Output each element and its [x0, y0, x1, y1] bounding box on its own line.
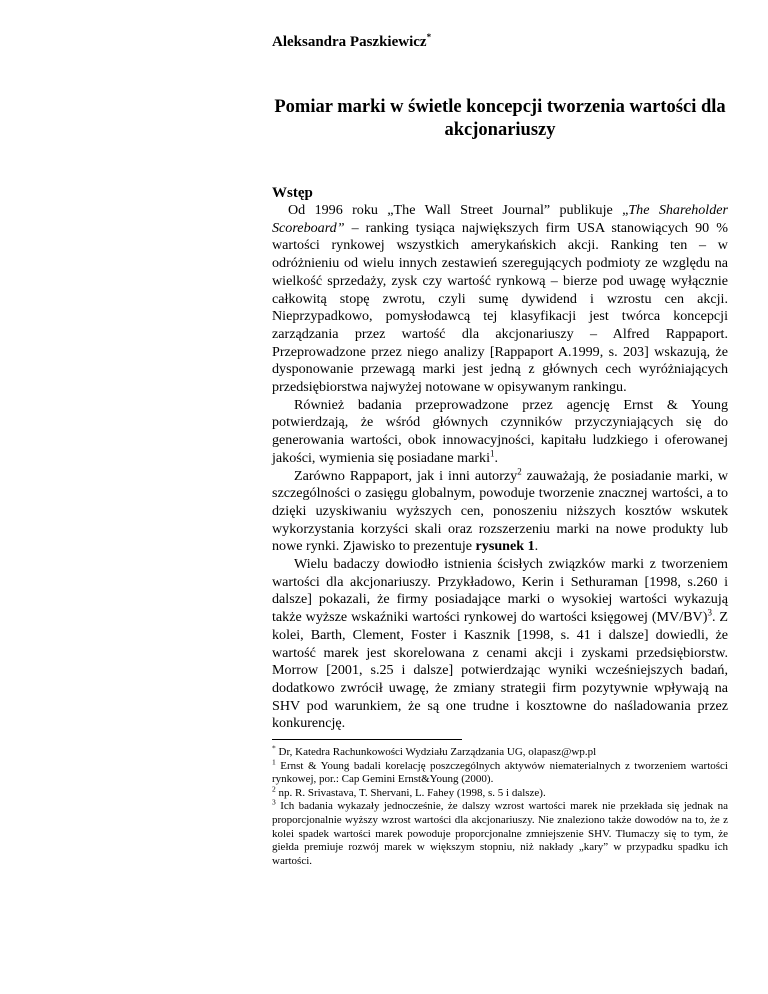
paragraph-3-text-b: zauważają, że posiadanie marki, w szczególności o zasięgu globalnym, powoduje tworzenie znacznej wartości, a to dzięki uzyskiwaniu wyższych cen, ponoszeniu niższych kosztów wskutek wykorzystania korzyści skali oraz rozszerzeniu marki na nowe produkty lub nowe rynki. Zjawisko to prezentuje — [272, 467, 728, 555]
body-text — [272, 202, 728, 733]
footnote-mark: 1 — [272, 757, 276, 767]
footnote-2 — [272, 784, 728, 801]
paragraph-1 — [272, 202, 728, 397]
paragraph-3-text-a: Zarówno Rappaport, jak i inni autorzy — [294, 467, 518, 484]
author-line — [272, 32, 728, 52]
footnote-text: np. R. Srivastava, T. Shervani, L. Fahey (1998, s. 5 i dalsze). — [275, 786, 546, 799]
footnote-ref-3: 3 — [707, 607, 712, 618]
paragraph-4-text-a: Wielu badaczy dowiodło istnienia ścisłych związków marki z tworzeniem wartości dla akcjonariuszy. Przykładowo, Kerin i Sethuraman [1998, s.260 i dalsze] pokazali, że firmy posiadające marki o wysokiej wartości wykazują także wyższe wskaźniki wartości rynkowej do wartości księgowej (MV/BV) — [272, 556, 728, 626]
author-name: Aleksandra Paszkiewicz — [272, 34, 427, 50]
document-page — [272, 32, 728, 868]
footnotes — [272, 743, 728, 868]
footnote-ref-2: 2 — [517, 465, 522, 476]
figure-reference: rysunek 1 — [475, 538, 535, 555]
footnote-mark: 3 — [272, 797, 276, 807]
paper-title: Pomiar marki w świetle koncepcji tworzenia wartości dla akcjonariuszy — [274, 97, 726, 140]
paragraph-3 — [272, 465, 728, 557]
footnote-3 — [272, 797, 728, 868]
paragraph-1-text-a: Od 1996 roku „The Wall Street Journal” publikuje „ — [288, 202, 629, 218]
footnote-text: Dr, Katedra Rachunkowości Wydziału Zarządzania UG, olapasz@wp.pl — [275, 746, 597, 759]
footnote-separator — [272, 739, 462, 740]
footnote-author — [272, 743, 728, 760]
paragraph-3-text-c: . — [534, 538, 539, 555]
paragraph-2-text-a: Również badania przeprowadzone przez agencję Ernst & Young potwierdzają, że wśród głównych czynników przyczyniających się do generowania wartości, obok innowacyjności, kapitału ludzkiego i oferowanej jakości, wymienia się posiadane marki — [272, 396, 728, 466]
footnote-text: Ich badania wykazały jednocześnie, że dalszy wzrost wartości marek nie przekłada się jednak na proporcjonalnie wyższy wzrost wartości dla akcjonariuszy. Nie znaleziono także dowodów na to, że z kolei spadek wartości marek powoduje proporcjonalne zmniejszenie SHV. Tłumaczy się to tym, że giełda premiuje rozwój marek w większym stopniu, niż nakłady „kary” w przypadku spadku ich wartości. — [272, 800, 728, 867]
paragraph-4-text-b: . Z kolei, Barth, Clement, Foster i Kasznik [1998, s. 41 i dalsze] dowiedli, że wartość marek jest skorelowana z cenami akcji i zyskami przedsiębiorstw. Morrow [2001, s.25 i dalsze] potwierdzając wyniki wcześniejszych badań, dodatkowo zwrócił uwagę, że zmiany strategii firm pozytywnie wpływają na SHV pod warunkiem, że są one trudne i kosztowne do naśladowania przez konkurencję. — [272, 609, 729, 732]
footnote-mark: 2 — [272, 784, 276, 794]
footnote-mark: * — [272, 743, 276, 753]
author-footnote-mark: * — [426, 32, 432, 42]
footnote-ref-1: 1 — [490, 448, 495, 459]
paragraph-4 — [272, 556, 728, 733]
footnote-1 — [272, 757, 728, 787]
footnote-text: Ernst & Young badali korelację poszczególnych aktywów niematerialnych z tworzeniem wartości rynkowej, por.: Cap Gemini Ernst&Young (2000). — [272, 759, 728, 786]
paragraph-2-text-b: . — [494, 449, 499, 466]
paragraph-2 — [272, 397, 728, 468]
shareholder-scoreboard-title: The Shareholder Scoreboard” — [272, 202, 728, 236]
section-heading: Wstęp — [272, 185, 313, 201]
paragraph-1-text-b: – ranking tysiąca największych firm USA stanowiących 90 % wartości rynkowej wszystkich amerykańskich akcji. Ranking ten – w odróżnieniu od wielu innych zestawień szeregujących podmioty ze względu na wielkość sprzedaży, zysk czy wartość rynkową – bierze pod uwagę wyłącznie całkowitą stopę zwrotu, czyli sumę dywidend i wzrostu cen akcji. Nieprzypadkowo, pomysłodawcą tej klasyfikacji jest twórca koncepcji zarządzania przez wartość dla akcjonariuszy – Alfred Rappaport. Przeprowadzone przez niego analizy [Rappaport A.1999, s. 203] wskazują, że dysponowanie przewagą marki jest jedną z głównych cech wyróżniających przedsiębiorstwa najwyżej notowane w opisywanym rankingu. — [272, 219, 728, 396]
